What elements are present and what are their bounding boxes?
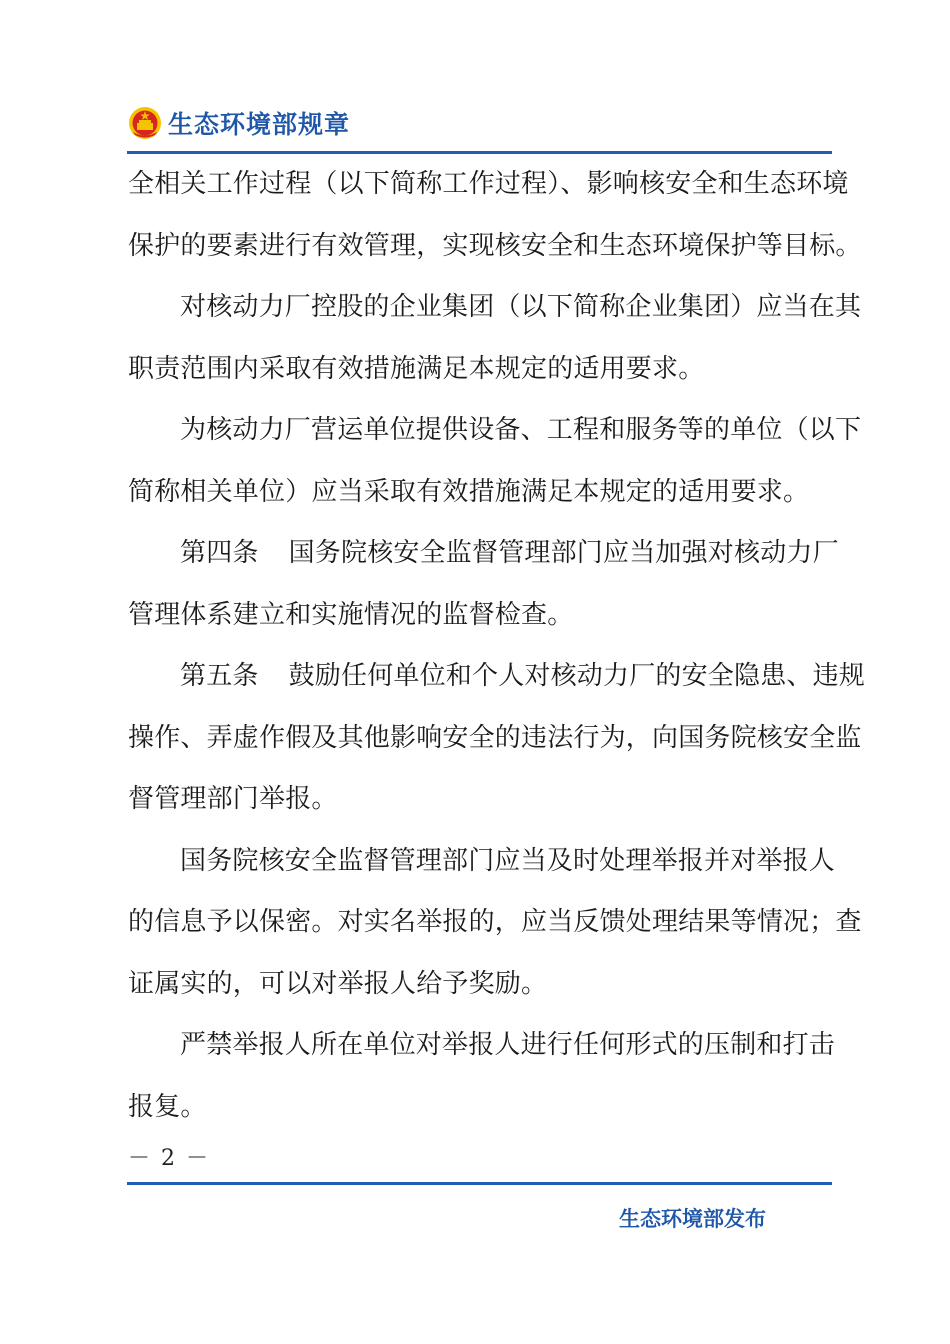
- text-line: 的信息予以保密。对实名举报的，应当反馈处理结果等情况；查: [128, 907, 862, 937]
- header-title: 生态环境部规章: [168, 110, 351, 139]
- article-5-line: [128, 646, 866, 708]
- article-4-label: 第四条: [180, 538, 259, 568]
- article-4-line: [128, 523, 839, 585]
- text-line: 对核动力厂控股的企业集团（以下简称企业集团）应当在其: [180, 292, 862, 322]
- text-line: 操作、弄虚作假及其他影响安全的违法行为，向国务院核安全监: [128, 722, 862, 753]
- article-5-label: 第五条: [180, 661, 259, 691]
- text-line: 国务院核安全监督管理部门应当及时处理举报并对举报人: [180, 845, 836, 876]
- text-line: 管理体系建立和实施情况的监督检查。: [128, 599, 574, 630]
- text-line: 保护的要素进行有效管理，实现核安全和生态环境保护等目标。: [128, 230, 862, 261]
- text-line: 报复。: [128, 1091, 207, 1122]
- text-line: 为核动力厂营运单位提供设备、工程和服务等的单位（以下: [180, 415, 862, 445]
- article-5-text: 鼓励任何单位和个人对核动力厂的安全隐患、违规: [288, 661, 866, 691]
- text-line: 督管理部门举报。: [128, 784, 338, 814]
- document-body: [128, 154, 866, 1138]
- text-line: 严禁举报人所在单位对举报人进行任何形式的压制和打击: [180, 1030, 836, 1060]
- text-line: 全相关工作过程（以下简称工作过程）、影响核安全和生态环境: [128, 169, 849, 199]
- text-line: 简称相关单位）应当采取有效措施满足本规定的适用要求。: [128, 476, 810, 507]
- footer-divider: [127, 1182, 832, 1185]
- text-line: 证属实的，可以对举报人给予奖励。: [128, 968, 548, 999]
- article-4-text: 国务院核安全监督管理部门应当加强对核动力厂: [288, 538, 839, 568]
- page-number: － 2 －: [128, 1146, 210, 1171]
- text-line: 职责范围内采取有效措施满足本规定的适用要求。: [128, 353, 705, 384]
- page-header: [128, 100, 350, 146]
- national-emblem-icon: [128, 106, 162, 140]
- footer-publisher: 生态环境部发布: [619, 1207, 766, 1231]
